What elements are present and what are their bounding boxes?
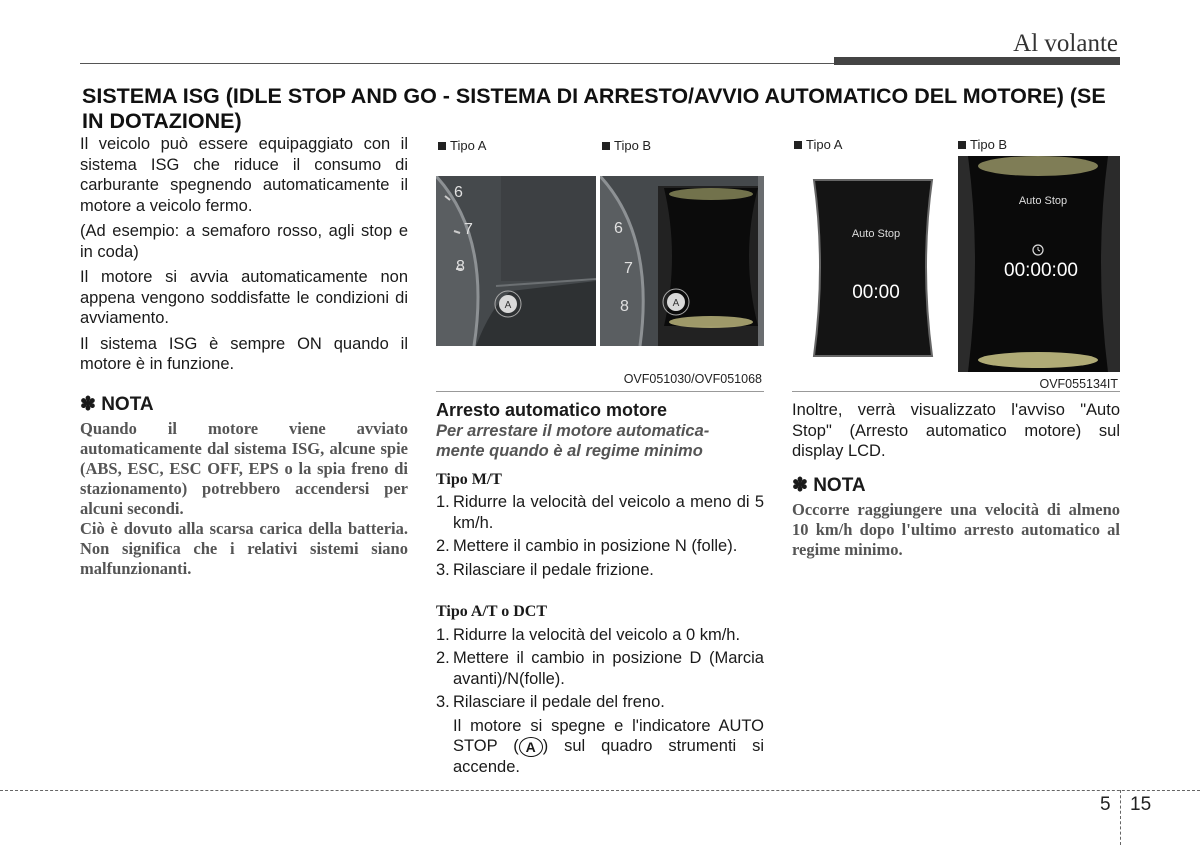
gauge-a-7: 7 — [464, 221, 473, 238]
gauge-b-8: 8 — [620, 298, 629, 315]
figure-code: OVF051030/OVF051068 — [623, 372, 762, 386]
lcd-b-title: Auto Stop — [1018, 195, 1068, 207]
gauge-a-6: 6 — [454, 184, 463, 201]
list-item: 3. Rilasciare il pedale frizione. — [436, 560, 654, 579]
figure-cluster — [436, 136, 764, 392]
nota-heading: ✽ NOTA — [792, 474, 866, 496]
lcd-column — [792, 400, 1120, 560]
section-number: 5 — [1100, 794, 1111, 815]
list-item: 1. Ridurre la velocità del veicolo a meno di 5 km/h. — [436, 493, 764, 532]
nota-paragraph-1: Quando il motore viene avviato automaticamente dal sistema ISG, alcune spie (ABS, ESC, ESC OFF, EPS o la spia freno di stazionamento) potrebbero accendersi per alcuni secondi. — [80, 419, 408, 518]
at-heading: Tipo A/T o DCT — [436, 603, 548, 620]
lcd-image-a — [792, 156, 952, 372]
intro-paragraph-4: Il sistema ISG è sempre ON quando il motore è in funzione. — [80, 334, 408, 373]
figure-code: OVF055134IT — [1039, 377, 1118, 391]
cluster-image-b — [600, 176, 764, 346]
at-steps — [436, 625, 764, 713]
gauge-b-7: 7 — [624, 260, 633, 277]
intro-column — [80, 134, 408, 579]
list-item: 2. Mettere il cambio in posizione D (Marcia avanti)/N(folle). — [436, 649, 764, 688]
list-item: 2. Mettere il cambio in posizione N (folle). — [436, 537, 738, 555]
lcd-a-time: 00:00 — [852, 282, 900, 303]
footer-divider — [1120, 790, 1121, 845]
nota-paragraph: Occorre raggiungere una velocità di almeno 10 km/h dopo l'ultimo arresto automatico al regime minimo. — [792, 500, 1120, 559]
svg-text:A: A — [504, 300, 512, 311]
lcd-image-b — [958, 156, 1120, 372]
arresto-column — [436, 400, 764, 777]
arresto-subtitle: Per arrestare il motore automatica- mente quando è al regime minimo — [436, 421, 710, 460]
nota-body — [792, 500, 1120, 560]
svg-text:A: A — [672, 298, 680, 309]
figure-rule — [436, 391, 764, 392]
figure-lcd — [792, 136, 1120, 392]
chapter-title: Al volante — [1013, 30, 1118, 57]
intro-paragraph-3: Il motore si avvia automaticamente non appena vengono soddisfatte le condizioni di avviamento. — [80, 268, 408, 327]
figure-label-b: Tipo B — [602, 138, 651, 153]
mt-heading: Tipo M/T — [436, 470, 502, 488]
lcd-a-title: Auto Stop — [851, 228, 901, 240]
square-bullet-icon — [602, 142, 610, 150]
auto-stop-note: Il motore si spegne e l'indicatore AUTO STOP ( A ) sul quadro strumenti si accende. — [453, 716, 764, 776]
square-bullet-icon — [794, 141, 802, 149]
figure-rule — [792, 391, 1120, 392]
square-bullet-icon — [958, 141, 966, 149]
cluster-image-a — [436, 176, 596, 346]
footer-rule — [0, 790, 1200, 791]
nota-body — [80, 419, 408, 579]
section-title: SISTEMA ISG (IDLE STOP AND GO - SISTEMA DI ARRESTO/AVVIO AUTOMATICO DEL MOTORE) (SE IN DOTAZIONE) — [82, 84, 1106, 133]
list-item: 1. Ridurre la velocità del veicolo a 0 km/h. — [436, 625, 741, 644]
lcd-b-time: 00:00:00 — [1004, 260, 1078, 281]
page-number: 15 — [1130, 794, 1152, 815]
nota-paragraph-2: Ciò è dovuto alla scarsa carica della batteria. Non significa che i relativi sistemi siano malfunzionanti. — [80, 519, 408, 578]
figure-label-a: Tipo A — [794, 137, 842, 152]
auto-stop-icon: A — [519, 737, 543, 757]
header-rule-thick — [834, 57, 1120, 65]
gauge-b-6: 6 — [614, 220, 623, 237]
figure-label-a: Tipo A — [438, 138, 486, 153]
intro-paragraph-2: (Ad esempio: a semaforo rosso, agli stop e in coda) — [80, 222, 408, 261]
lcd-paragraph: Inoltre, verrà visualizzato l'avviso "Auto Stop" (Arresto automatico motore) sul display LCD. — [792, 401, 1120, 460]
square-bullet-icon — [438, 142, 446, 150]
arresto-heading: Arresto automatico motore — [436, 400, 668, 420]
gauge-a-8: 8 — [456, 258, 465, 275]
intro-paragraph-1: Il veicolo può essere equipaggiato con il sistema ISG che riduce il consumo di carburante spegnendo automaticamente il motore a veicolo fermo. — [80, 135, 408, 215]
nota-heading: ✽ NOTA — [80, 393, 154, 415]
figure-label-b: Tipo B — [958, 137, 1007, 152]
mt-steps — [436, 492, 764, 580]
list-item: 3. Rilasciare il pedale del freno. — [436, 693, 665, 711]
